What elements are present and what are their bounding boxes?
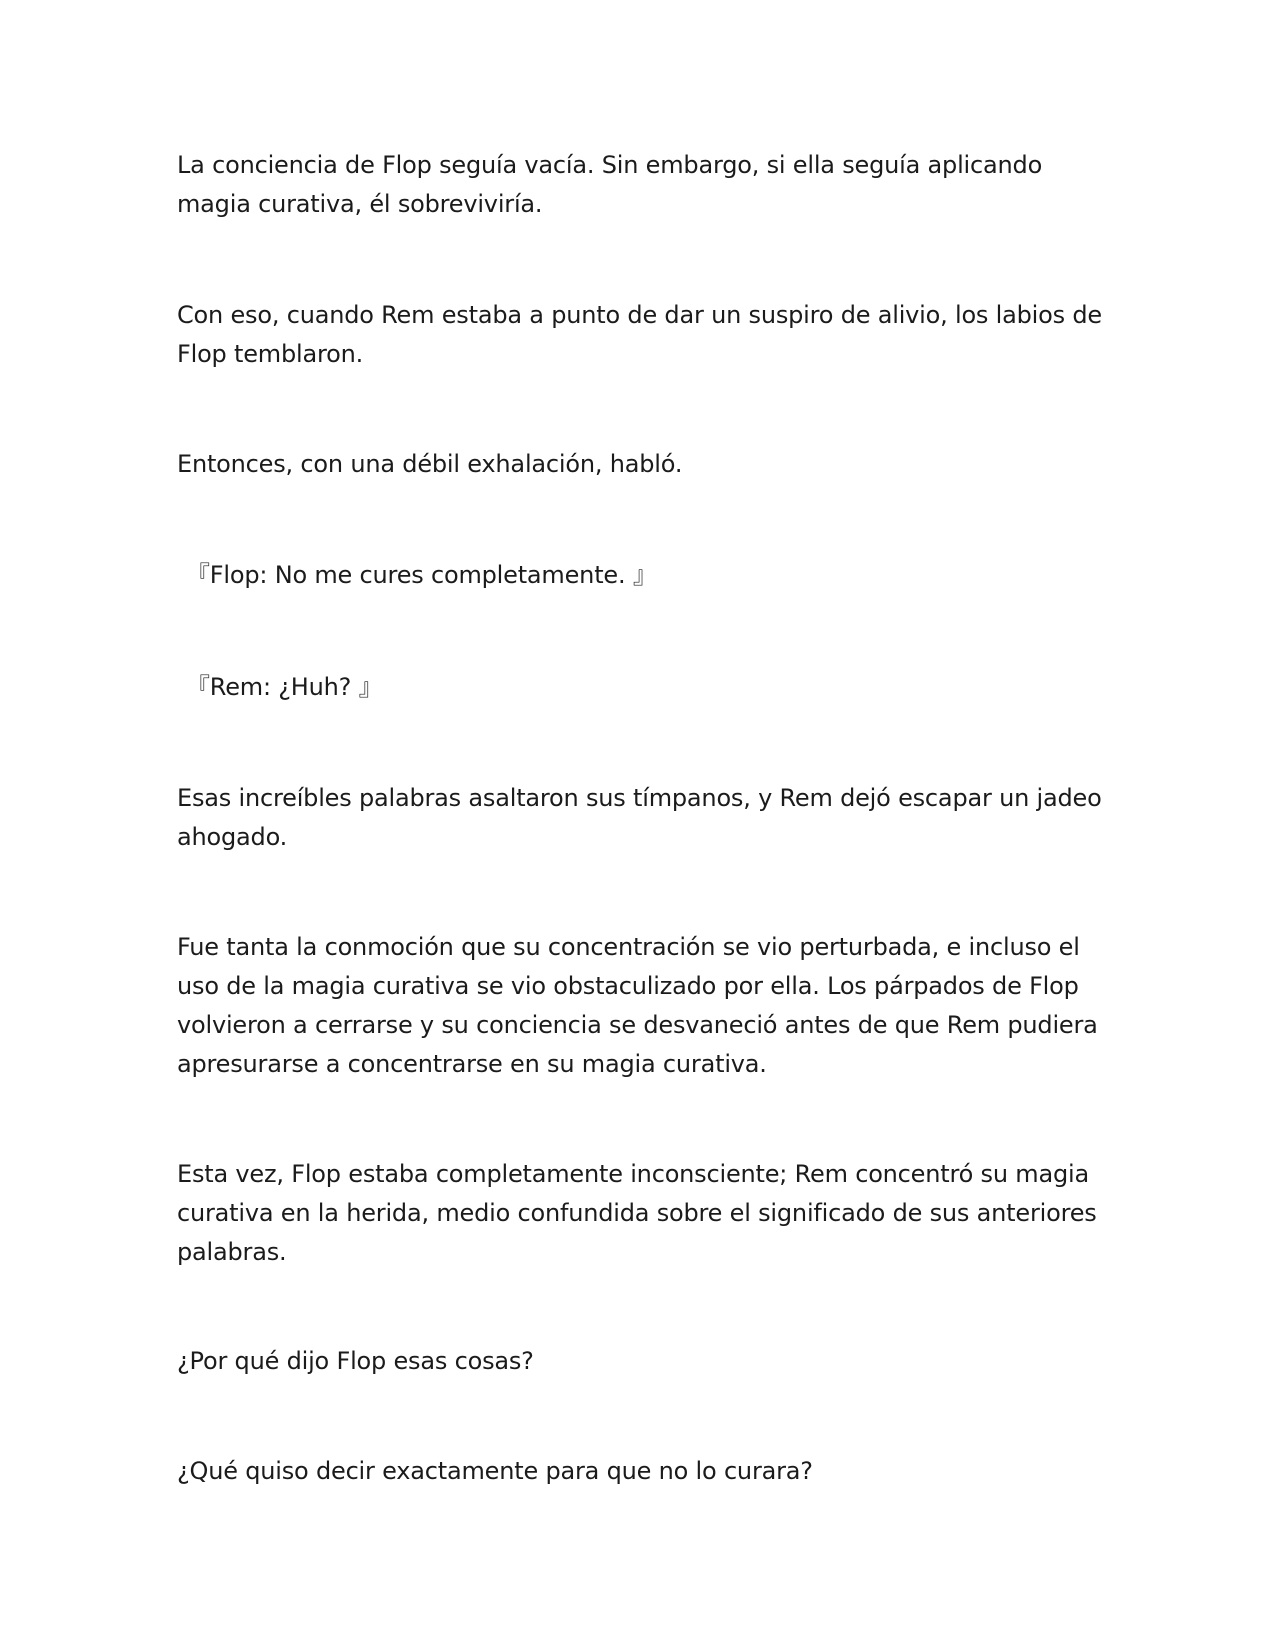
dialogue-rem: 『Rem: ¿Huh? 』 bbox=[186, 673, 383, 701]
paragraph-shocking-words: Esas increíbles palabras asaltaron sus tímpanos, y Rem dejó escapar un jadeo ahogado. bbox=[177, 784, 1102, 851]
paragraph-flop-speaks: Entonces, con una débil exhalación, habló. bbox=[177, 450, 683, 478]
paragraph-healing-wound: Esta vez, Flop estaba completamente inconsciente; Rem concentró su magia curativa en la herida, medio confundida sobre el significado de sus anteriores palabras. bbox=[177, 1160, 1097, 1266]
paragraph-concentration-disturbed: Fue tanta la conmoción que su concentración se vio perturbada, e incluso el uso de la magia curativa se vio obstaculizado por ella. Los párpados de Flop volvieron a cerrarse y su conciencia se desvaneció antes de que Rem pudiera apresurarse a concentrarse en su magia curativa. bbox=[177, 933, 1098, 1078]
paragraph-rem-relief: Con eso, cuando Rem estaba a punto de dar un suspiro de alivio, los labios de Flop temblaron. bbox=[177, 301, 1102, 368]
paragraph-flop-consciousness: La conciencia de Flop seguía vacía. Sin embargo, si ella seguía aplicando magia curativa, él sobreviviría. bbox=[177, 151, 1043, 218]
dialogue-flop: 『Flop: No me cures completamente. 』 bbox=[186, 561, 657, 589]
question-why-flop-said: ¿Por qué dijo Flop esas cosas? bbox=[177, 1347, 534, 1375]
question-what-meant: ¿Qué quiso decir exactamente para que no lo curara? bbox=[177, 1457, 813, 1485]
